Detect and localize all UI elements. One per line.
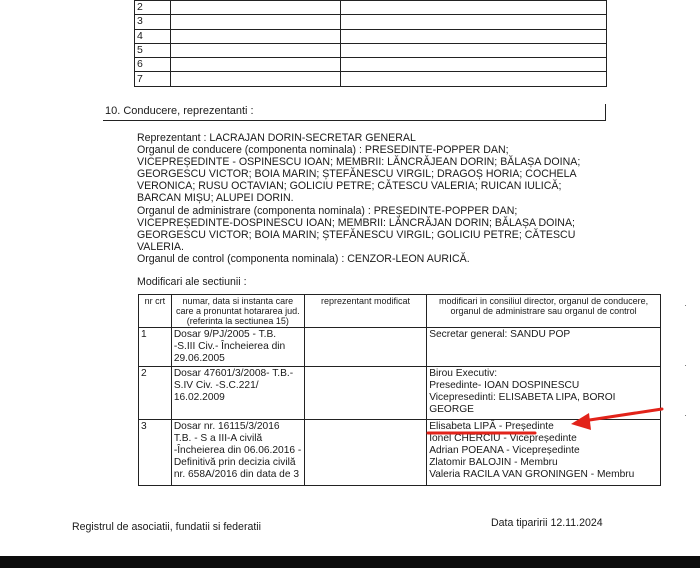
- row-number: 2: [135, 1, 171, 15]
- table-cell: [340, 43, 606, 57]
- table-cell: [170, 29, 340, 43]
- modification-line: Vicepresedinti: ELISABETA LIPA, BOROI: [429, 392, 616, 403]
- case-reference-line: Dosar 47601/3/2008- T.B.-: [173, 368, 294, 379]
- representative-cell: [304, 420, 426, 486]
- modifications-table: [138, 294, 661, 486]
- case-reference-line: S.IV Civ. -S.C.221/: [173, 380, 259, 391]
- body-line: GEORGESCU VICTOR; BOIA MARIN; ȘTEFĂNESCU VIRGIL; DRAGOȘ HORIA; COCHELA: [137, 168, 577, 181]
- representatives-text: [137, 132, 607, 265]
- body-line: Organul de conducere (componenta nominala) : PRESEDINTE-POPPER DAN;: [137, 144, 509, 157]
- body-line: BARCAN MIȘU; ALUPEI DORIN.: [137, 192, 294, 205]
- table-row: [135, 15, 607, 29]
- table-cell: [340, 72, 606, 86]
- margin-mark: ·: [684, 360, 687, 370]
- table-cell: [340, 58, 606, 72]
- modification-line: Adrian POEANA - Vicepreședinte: [429, 445, 580, 456]
- body-line: Reprezentant : LACRAJAN DORIN-SECRETAR GENERAL: [137, 132, 416, 144]
- print-date: Data tiparirii 12.11.2024: [491, 517, 603, 529]
- case-reference-line: Definitivă prin decizia civilă: [173, 457, 296, 468]
- body-line: GEORGESCU VICTOR; BOIA MARIN; ȘTEFĂNESCU VIRGIL; GOLICIU PETRE; CĂTESCU: [137, 228, 576, 241]
- table-row: [139, 328, 661, 367]
- modification-line: Birou Executiv:: [429, 368, 498, 379]
- modification-cell: [427, 328, 661, 367]
- header-modificari: modificari in consiliul director, organul de conducere, organul de administrare sau organul de control: [427, 295, 661, 328]
- table-row: [139, 420, 661, 486]
- modification-line: Presedinte- IOAN DOSPINESCU: [429, 380, 580, 391]
- body-line: Organul de control (componenta nominala) : CENZOR-LEON AURICĂ.: [137, 252, 470, 265]
- header-nr: nr crt: [139, 295, 172, 328]
- representative-cell: [304, 367, 426, 420]
- case-reference-line: Dosar nr. 16115/3/2016: [173, 421, 280, 432]
- body-line: Organul de administrare (componenta nominala) : PREȘEDINTE-POPPER DAN;: [137, 204, 518, 217]
- modification-line: Elisabeta LIPĂ - Președinte: [429, 421, 554, 432]
- top-table: [134, 0, 607, 87]
- case-reference-line: T.B. - S a III-A civilă: [173, 433, 263, 444]
- table-row: [135, 72, 607, 86]
- modification-line: Ionel CHERCIU - Vicepreședinte: [429, 433, 577, 444]
- modification-line: Secretar general: SANDU POP: [429, 329, 571, 340]
- margin-mark: ·: [684, 410, 687, 420]
- table-cell: [170, 15, 340, 29]
- row-number: 4: [135, 29, 171, 43]
- table-row: [135, 1, 607, 15]
- case-reference-line: -S.III Civ.- Încheierea din: [173, 341, 286, 352]
- case-reference-cell: [171, 420, 304, 486]
- body-line: VICEPREȘEDINTE - OSPINESCU IOAN; MEMBRII: LĂNCRĂJEAN DORIN; BĂLAȘA DOINA;: [137, 156, 581, 169]
- modification-cell: [427, 420, 661, 486]
- case-reference-cell: [171, 328, 304, 367]
- row-number: 2: [139, 367, 172, 420]
- row-number: 1: [139, 328, 172, 367]
- table-row: [135, 43, 607, 57]
- table-header-row: [139, 295, 661, 328]
- row-number: 3: [139, 420, 172, 486]
- table-cell: [170, 72, 340, 86]
- modifications-title: Modificari ale sectiunii :: [137, 276, 247, 288]
- table-row: [135, 58, 607, 72]
- row-number: 6: [135, 58, 171, 72]
- case-reference-line: -Încheierea din 06.06.2016 -: [173, 445, 302, 456]
- row-number: 3: [135, 15, 171, 29]
- case-reference-line: 16.02.2009: [173, 392, 225, 403]
- section-title: 10. Conducere, reprezentanti :: [103, 104, 606, 121]
- modification-line: GEORGE: [429, 404, 474, 415]
- case-reference-line: 29.06.2005: [173, 353, 225, 364]
- body-line: VICEPREȘEDINTE-DOSPINESCU IOAN; MEMBRII: LĂNCRĂJAN DORIN; BĂLAȘA DOINA;: [137, 216, 575, 229]
- table-row: [135, 29, 607, 43]
- table-cell: [170, 58, 340, 72]
- body-line: VERONICA; RUSU OCTAVIAN; GOLICIU PETRE; CĂTESCU VALERIA; RUICAN IULICĂ;: [137, 180, 562, 193]
- case-reference-line: nr. 658A/2016 din data de 3: [173, 469, 300, 480]
- table-row: [139, 367, 661, 420]
- table-cell: [170, 1, 340, 15]
- header-numar: numar, data si instanta care care a pronuntat hotararea jud.(referinta la sectiunea 15): [171, 295, 304, 328]
- row-number: 5: [135, 43, 171, 57]
- body-line: VALERIA.: [137, 240, 184, 253]
- table-cell: [340, 1, 606, 15]
- modification-cell: [427, 367, 661, 420]
- margin-mark: ·: [684, 300, 687, 310]
- modification-line: Valeria RACILA VAN GRONINGEN - Membru: [429, 469, 635, 480]
- modification-line: Zlatomir BALOJIN - Membru: [429, 457, 558, 468]
- registry-footer: Registrul de asociatii, fundatii si federatii: [72, 521, 262, 533]
- table-cell: [170, 43, 340, 57]
- case-reference-line: Dosar 9/PJ/2005 - T.B.: [173, 329, 277, 340]
- header-reprezentant: reprezentant modificat: [304, 295, 426, 328]
- case-reference-cell: [171, 367, 304, 420]
- scan-bottom-edge: [0, 556, 700, 568]
- table-cell: [340, 29, 606, 43]
- representative-cell: [304, 328, 426, 367]
- table-cell: [340, 15, 606, 29]
- row-number: 7: [135, 72, 171, 86]
